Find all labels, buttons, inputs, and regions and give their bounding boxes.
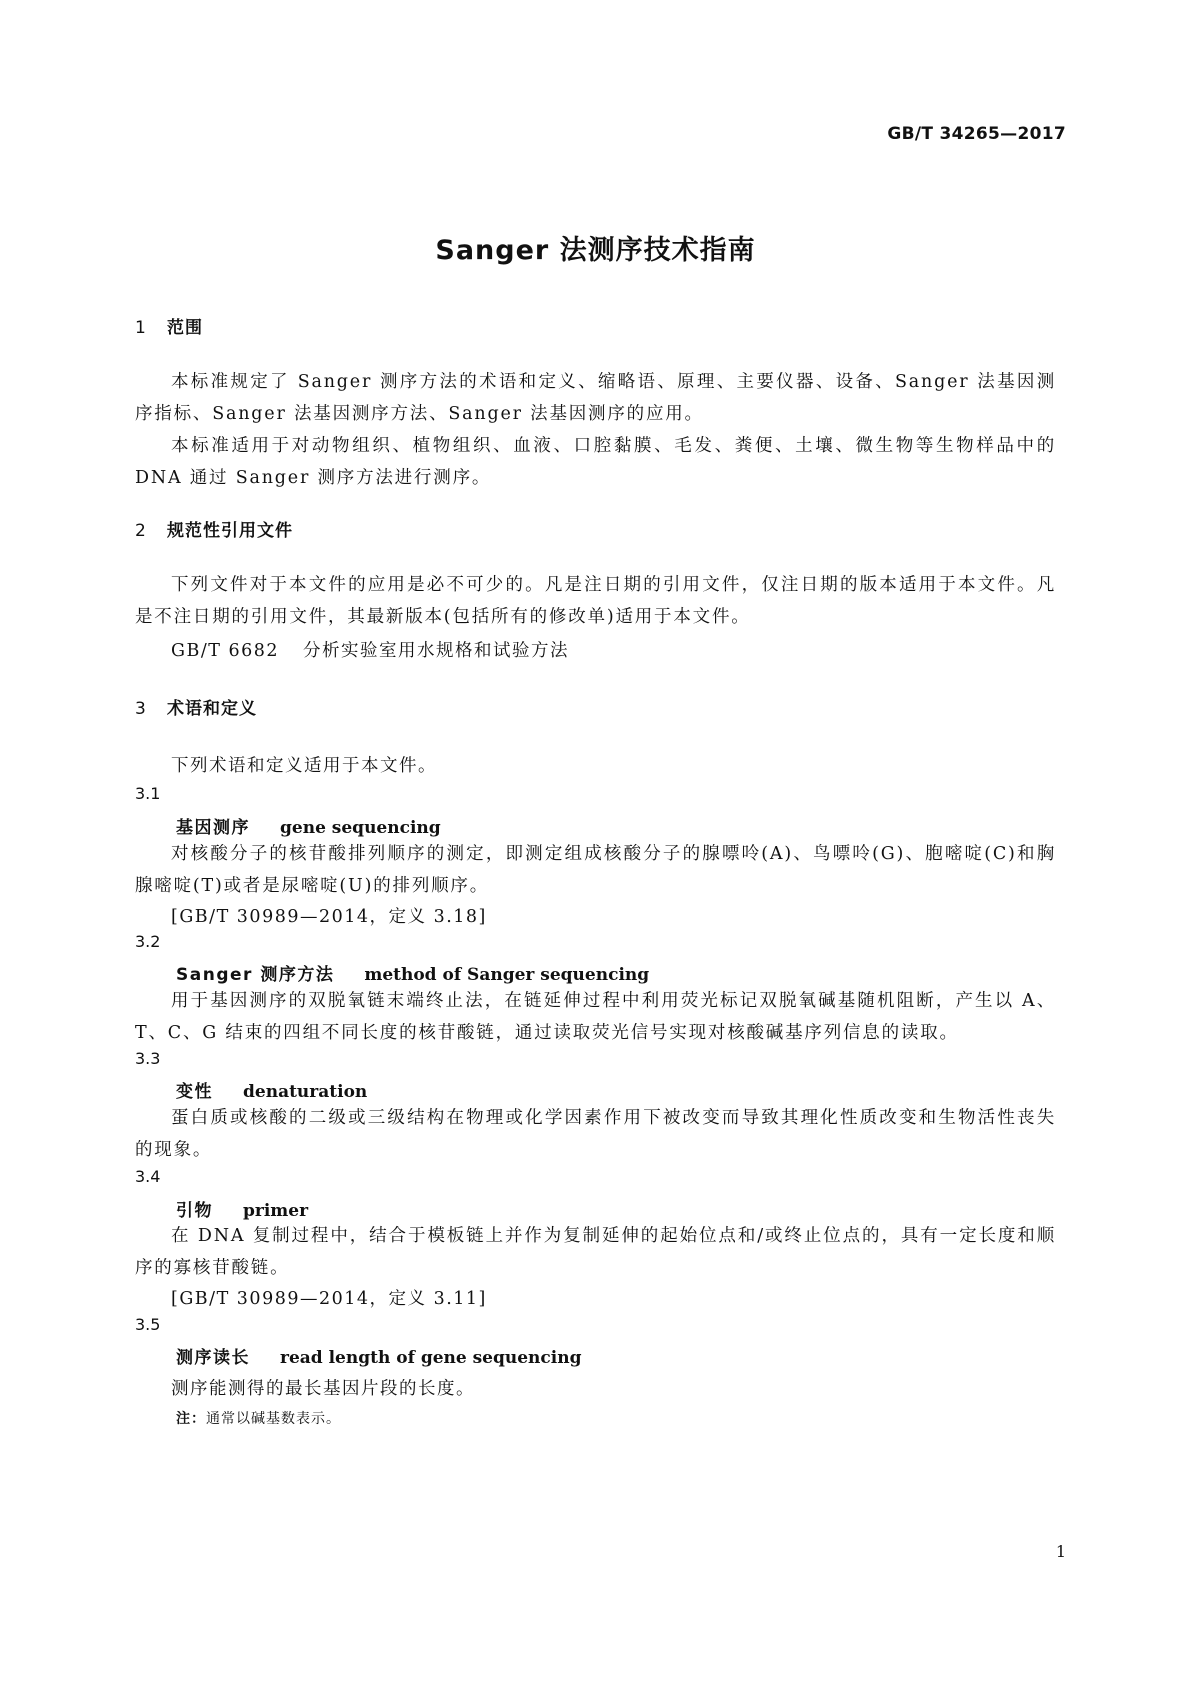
reference-code: GB/T 6682 xyxy=(171,641,280,661)
paragraph: 本标准规定了 Sanger 测序方法的术语和定义、缩略语、原理、主要仪器、设备、Sanger 法基因测序指标、Sanger 法基因测序方法、Sanger 法基因测序的应用。 xyxy=(135,372,1056,424)
section-number: 1 xyxy=(135,318,147,338)
term-number: 3.3 xyxy=(135,1049,161,1068)
term-heading xyxy=(176,1196,308,1221)
term-definition: 在 DNA 复制过程中，结合于模板链上并作为复制延伸的起始位点和/或终止位点的，具有一定长度和顺序的寡核苷酸链。 xyxy=(135,1226,1056,1278)
section-title: 术语和定义 xyxy=(167,699,257,719)
paragraph: 下列文件对于本文件的应用是必不可少的。凡是注日期的引用文件，仅注日期的版本适用于本文件。凡是不注日期的引用文件，其最新版本(包括所有的修改单)适用于本文件。 xyxy=(135,575,1056,627)
section-title: 规范性引用文件 xyxy=(167,521,293,541)
reference-item xyxy=(171,637,569,662)
term-heading xyxy=(176,813,441,838)
term-heading xyxy=(176,1077,367,1102)
section-number: 3 xyxy=(135,699,147,719)
section-intro: 下列术语和定义适用于本文件。 xyxy=(171,756,437,776)
note-text: 通常以碱基数表示。 xyxy=(206,1411,341,1427)
section-heading-scope xyxy=(135,313,203,338)
term-zh: Sanger 测序方法 xyxy=(176,965,335,985)
term-en: gene sequencing xyxy=(280,818,441,838)
term-number: 3.5 xyxy=(135,1315,161,1334)
term-definition: 蛋白质或核酸的二级或三级结构在物理或化学因素作用下被改变而导致其理化性质改变和生物活性丧失的现象。 xyxy=(135,1108,1056,1160)
page-number: 1 xyxy=(1055,1542,1066,1561)
reference-name: 分析实验室用水规格和试验方法 xyxy=(303,641,570,661)
term-definition: 测序能测得的最长基因片段的长度。 xyxy=(171,1379,475,1399)
term-zh: 变性 xyxy=(176,1082,213,1102)
term-zh: 基因测序 xyxy=(176,818,250,838)
term-heading xyxy=(176,1343,581,1368)
section-number: 2 xyxy=(135,521,147,541)
term-en: read length of gene sequencing xyxy=(280,1348,582,1368)
section-heading-normative-references xyxy=(135,516,293,541)
term-source: [GB/T 30989—2014，定义 3.11] xyxy=(171,1289,487,1309)
term-zh: 引物 xyxy=(176,1201,213,1221)
section-title: 范围 xyxy=(167,318,203,338)
section-heading-terms xyxy=(135,694,257,719)
term-number: 3.2 xyxy=(135,932,161,951)
term-en: primer xyxy=(243,1201,309,1221)
document-title: Sanger 法测序技术指南 xyxy=(435,235,756,266)
term-definition: 对核酸分子的核苷酸排列顺序的测定，即测定组成核酸分子的腺嘌呤(A)、鸟嘌呤(G)、胞嘧啶(C)和胸腺嘧啶(T)或者是尿嘧啶(U)的排列顺序。 xyxy=(135,844,1056,896)
term-note xyxy=(176,1408,341,1428)
note-label: 注： xyxy=(176,1411,206,1427)
term-source: [GB/T 30989—2014，定义 3.18] xyxy=(171,907,487,927)
term-definition: 用于基因测序的双脱氧链末端终止法，在链延伸过程中利用荧光标记双脱氧碱基随机阻断，产生以 A、T、C、G 结束的四组不同长度的核苷酸链，通过读取荧光信号实现对核酸碱基序列信息的读取。 xyxy=(135,991,1056,1043)
term-zh: 测序读长 xyxy=(176,1348,250,1368)
term-number: 3.4 xyxy=(135,1167,161,1186)
term-en: denaturation xyxy=(243,1082,368,1102)
term-en: method of Sanger sequencing xyxy=(364,965,650,985)
term-number: 3.1 xyxy=(135,784,161,803)
term-heading xyxy=(176,960,649,985)
paragraph: 本标准适用于对动物组织、植物组织、血液、口腔黏膜、毛发、粪便、土壤、微生物等生物样品中的 DNA 通过 Sanger 测序方法进行测序。 xyxy=(135,436,1056,488)
standard-code: GB/T 34265—2017 xyxy=(887,124,1066,144)
